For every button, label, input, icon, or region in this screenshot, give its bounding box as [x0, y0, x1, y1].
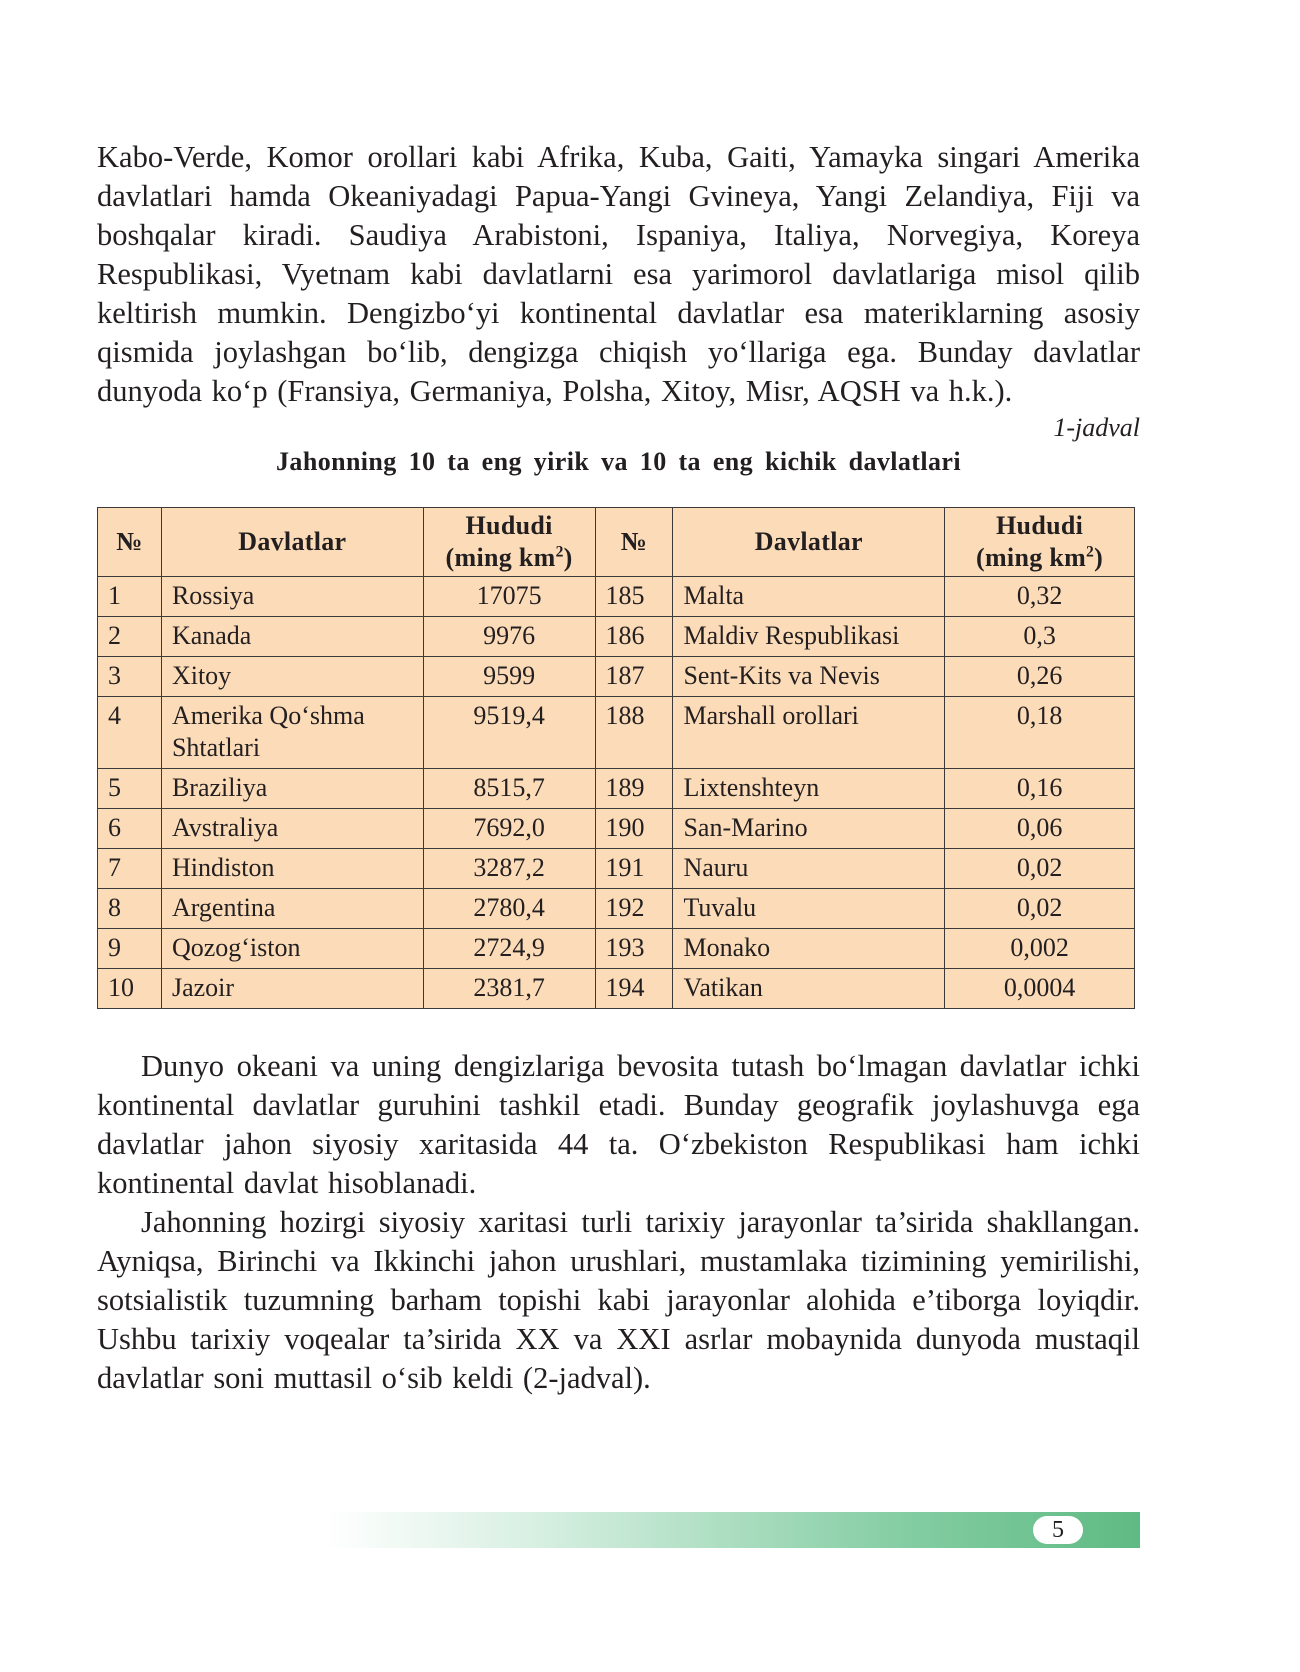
paragraph-history: Jahonning hozirgi siyosiy xaritasi turli tarixiy jarayonlar ta’sirida shakllangan. Ayniqsa, Birinchi va Ikkinchi jahon urushlari, mustamlaka tizimining yemirilishi, sotsialistik tuzumning barham topishi kabi jarayonlar alohida e’tiborga loyiqdir. Ushbu tarixiy voqealar ta’sirida XX va XXI asrlar mobaynida dunyoda mustaqil davlatlar soni muttasil o‘sib keldi (2-jadval).: [97, 1205, 1140, 1395]
table-row: 5 Braziliya 8515,7 189 Lixtenshteyn 0,16: [98, 769, 1135, 809]
header-country-left: Davlatlar: [161, 508, 423, 577]
header-num-right: №: [595, 508, 673, 577]
table-row: 10 Jazoir 2381,7 194 Vatikan 0,0004: [98, 969, 1135, 1009]
paragraph-top: Kabo-Verde, Komor orollari kabi Afrika, Kuba, Gaiti, Yamayka singari Amerika davlatlari hamda Okeaniyadagi Papua-Yangi Gvineya, Yangi Zelandiya, Fiji va boshqalar kiradi. Saudiya Arabistoni, Ispaniya, Italiya, Norvegiya, Koreya Respublikasi, Vyetnam kabi davlatlarni esa yarimorol davlatlariga misol qilib keltirish mumkin. Dengizbo‘yi kontinental davlatlar esa materiklarning asosiy qismida joylashgan bo‘lib, dengizga chiqish yo‘llariga ega. Bunday davlatlar dunyoda ko‘p (Fransiya, Germaniya, Polsha, Xitoy, Misr, AQSH va h.k.).: [97, 140, 1140, 408]
table-row: 1 Rossiya 17075 185 Malta 0,32: [98, 577, 1135, 617]
header-area-left: Hududi (ming $km^2$): [423, 508, 595, 577]
table-row: 4 Amerika Qo‘shma Shtatlari 9519,4 188 Marshall orollari 0,18: [98, 697, 1135, 769]
page-number: 5: [1033, 1516, 1083, 1544]
table-header-row: [98, 508, 1135, 577]
table-title: Jahonning 10 ta eng yirik va 10 ta eng kichik davlatlari: [276, 447, 961, 476]
page-content: [97, 138, 1140, 1398]
paragraph-landlocked: Dunyo okeani va uning dengizlariga bevosita tutash bo‘lmagan davlatlar ichki kontinental davlatlar guruhini tashkil etadi. Bunday geografik joylashuvga ega davlatlar jahon siyosiy xaritasida 44 ta. O‘zbekiston Respublikasi ham ichki kontinental davlat hisoblanadi.: [97, 1049, 1140, 1200]
countries-table: [97, 507, 1135, 1009]
table-label: 1-jadval: [1053, 413, 1140, 442]
header-num-left: №: [98, 508, 162, 577]
header-country-right: Davlatlar: [673, 508, 945, 577]
footer-bar: [325, 1512, 1140, 1548]
table-row: 7 Hindiston 3287,2 191 Nauru 0,02: [98, 849, 1135, 889]
table-row: 8 Argentina 2780,4 192 Tuvalu 0,02: [98, 889, 1135, 929]
table-row: 9 Qozog‘iston 2724,9 193 Monako 0,002: [98, 929, 1135, 969]
table-row: 6 Avstraliya 7692,0 190 San-Marino 0,06: [98, 809, 1135, 849]
table-row: 3 Xitoy 9599 187 Sent-Kits va Nevis 0,26: [98, 657, 1135, 697]
table-row: 2 Kanada 9976 186 Maldiv Respublikasi 0,3: [98, 617, 1135, 657]
header-area-right: Hududi (ming $km^2$): [945, 508, 1135, 577]
